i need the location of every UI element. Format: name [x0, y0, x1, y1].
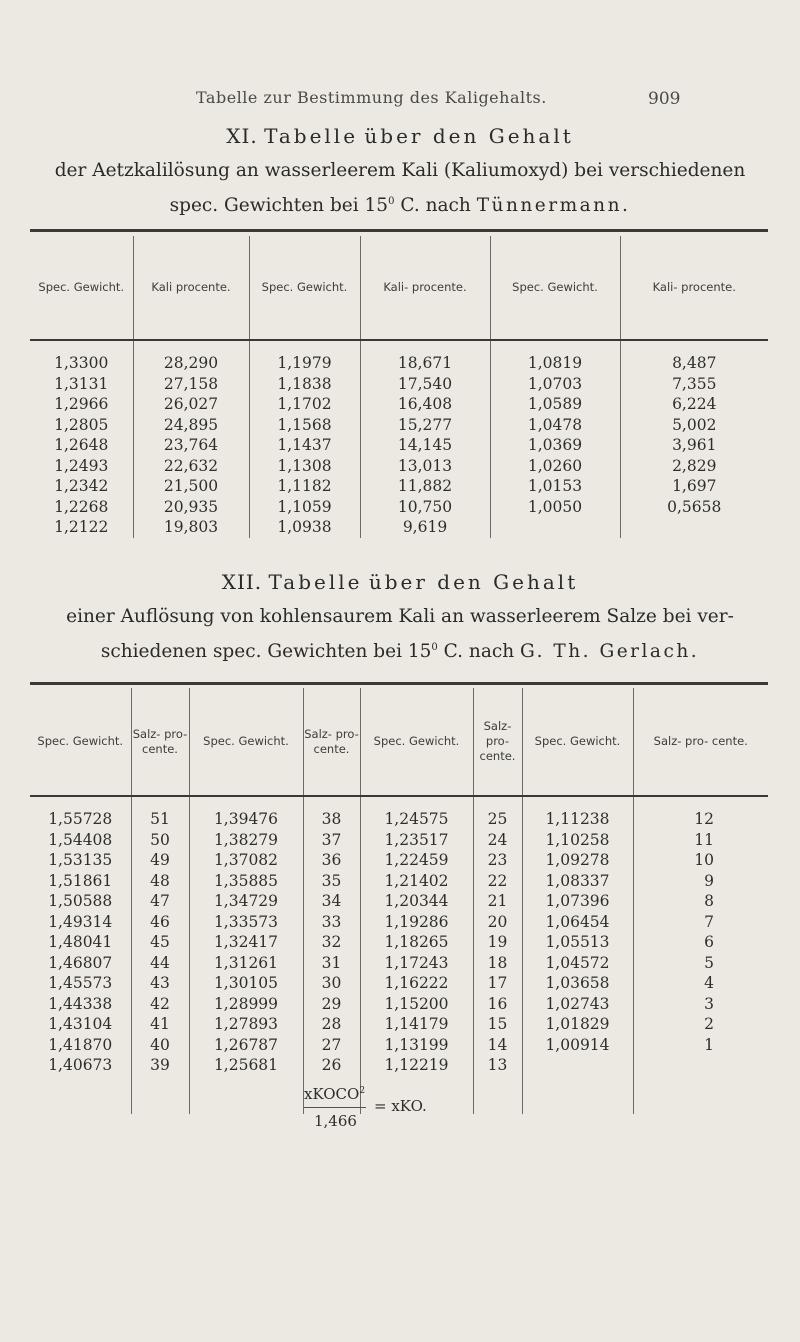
- table-12-cell: 14: [487, 1035, 508, 1054]
- table-12-header: Spec. Gewicht.: [30, 688, 131, 796]
- table-12-cell: 21: [487, 892, 508, 910]
- table-12-header-row: [30, 688, 768, 796]
- table-12-cell: 38: [321, 810, 342, 828]
- table-12-cell: 10: [694, 851, 714, 869]
- table-12-cell: 19: [487, 933, 508, 951]
- table-12-cell: 43: [150, 974, 170, 992]
- table-11-cell: 1,0153: [527, 477, 583, 495]
- table-12-cell: 1,26787: [213, 1035, 279, 1054]
- table-11-cell: 1,3131: [54, 374, 109, 393]
- table-11-header: Spec. Gewicht.: [490, 236, 620, 340]
- table-12-cell: 28: [321, 1015, 342, 1033]
- table-11-cell: 1,2122: [54, 518, 109, 536]
- table-12-cell: 1,04572: [545, 953, 610, 972]
- table-12-cell: 42: [150, 994, 170, 1013]
- table-12-cell: 1,50588: [48, 892, 113, 910]
- table-11-cell: 1,697: [672, 477, 717, 495]
- table-12-cell: 35: [321, 871, 342, 890]
- degree-mark: 0: [431, 642, 438, 653]
- table-12-cell: 1,08337: [545, 871, 610, 890]
- table-12-cell: 1,09278: [545, 851, 610, 869]
- table-12-cell: 1: [704, 1035, 714, 1054]
- table-12-cell: 41: [150, 1015, 170, 1033]
- table-12-cell: 1,39476: [213, 810, 279, 828]
- table-11-column: [249, 340, 360, 538]
- table-11-header: Spec. Gewicht.: [249, 236, 360, 340]
- table-12-cell: 1,30105: [213, 974, 279, 992]
- table-12-cell: 1,23517: [384, 830, 449, 849]
- table-12-cell: 6: [704, 933, 714, 951]
- degree-mark: 0: [388, 196, 395, 207]
- table-11-cell: 17,540: [397, 374, 453, 393]
- table-11-cell: 22,632: [163, 456, 219, 475]
- table-12-cell: 37: [321, 830, 342, 849]
- table-12-header: Spec. Gewicht.: [360, 688, 473, 796]
- table-12: [30, 688, 768, 1114]
- table-11-title-rest: über den Gehalt: [364, 124, 574, 148]
- table-11-cell: 1,0589: [527, 395, 583, 413]
- table-11-cell: 1,1568: [277, 415, 332, 434]
- table-11-cell: 1,1979: [277, 354, 332, 372]
- table-12-cell: 46: [150, 912, 170, 931]
- table-12-cell: 12: [694, 810, 714, 828]
- table-11-cell: 5,002: [672, 415, 717, 434]
- table-12-cell: 1,11238: [545, 810, 610, 828]
- table-12-caption-line-1: einer Auflösung von kohlensaurem Kali an wasserleerem Salze bei ver-: [66, 606, 734, 627]
- table-12-column: [473, 796, 522, 1114]
- table-12-cell: 30: [321, 974, 342, 992]
- table-12-body: [30, 796, 768, 1114]
- table-12-cell: 1,20344: [384, 892, 449, 910]
- table-12-caption-text-2: C. nach: [437, 641, 521, 663]
- table-11-cell: 26,027: [163, 395, 219, 413]
- table-12-cell: 1,07396: [545, 892, 610, 910]
- table-11-cell: 3,961: [672, 436, 717, 454]
- table-11-column: [360, 340, 490, 538]
- table-11-cell: 15,277: [397, 415, 453, 434]
- table-12-cell: 26: [321, 1056, 342, 1074]
- table-12-cell: 1,24575: [384, 810, 449, 828]
- table-11-header-row: [30, 236, 768, 340]
- table-12-cell: 1,32417: [213, 933, 279, 951]
- table-11-caption-text: spec. Gewichten bei 15: [169, 195, 389, 217]
- table-12-cell: 20: [487, 912, 508, 931]
- table-12-cell: 1,35885: [213, 871, 279, 890]
- table-12-cell: 1,18265: [384, 933, 449, 951]
- table-11-cell: 1,2342: [54, 477, 109, 495]
- table-12-cell: 31: [321, 953, 342, 972]
- table-11-cell: 28,290: [163, 354, 219, 372]
- table-12-cell: 2: [704, 1015, 714, 1033]
- table-12-cell: 1,28999: [213, 994, 279, 1013]
- table-11-cell: 9,619: [402, 518, 448, 536]
- formula-numerator-text: xKOCO: [304, 1085, 360, 1103]
- formula-fraction-bar: [304, 1107, 366, 1108]
- table-11-title-word: Tabelle: [264, 124, 359, 148]
- table-11-caption-line-1: der Aetzkalilösung an wasserleerem Kali (Kaliumoxyd) bei verschiedenen: [54, 160, 746, 181]
- table-12-cell: 1,34729: [213, 892, 279, 910]
- table-12-column: [522, 796, 633, 1114]
- table-12-column: [131, 796, 189, 1114]
- table-11-cell: 20,935: [163, 497, 219, 516]
- table-12-cell: 24: [487, 830, 508, 849]
- table-12-cell: 47: [150, 892, 170, 910]
- table-11-caption-text-2: C. nach: [394, 195, 477, 217]
- table-11-cell: 1,0819: [527, 354, 583, 372]
- table-12-column: [30, 796, 131, 1114]
- table-12-cell: 1,12219: [384, 1056, 449, 1074]
- table-12-cell: 29: [321, 994, 342, 1013]
- table-12-cell: 4: [704, 974, 714, 992]
- table-11-cell: 7,355: [672, 374, 717, 393]
- table-11-cell: 1,1308: [277, 456, 332, 475]
- table-11-column: [133, 340, 249, 538]
- table-12-cell: 1,37082: [213, 851, 279, 869]
- table-12-cell: 48: [150, 871, 170, 890]
- table-12-cell: 22: [487, 871, 508, 890]
- table-11-header: Spec. Gewicht.: [30, 236, 133, 340]
- table-12-cell: 1,33573: [213, 912, 279, 931]
- table-12-cell: 23: [487, 851, 508, 869]
- table-12-cell: 1,45573: [48, 974, 113, 992]
- formula-result: = xKO.: [374, 1097, 427, 1115]
- table-11-column: [490, 340, 620, 538]
- table-12-cell: 1,48041: [48, 933, 113, 951]
- table-11-top-rule: [30, 229, 768, 232]
- table-12-cell: 1,51861: [48, 871, 113, 890]
- table-12-cell: 27: [321, 1035, 342, 1054]
- table-12-cell: 1,05513: [545, 933, 610, 951]
- table-11-header: Kali- procente.: [360, 236, 490, 340]
- table-12-cell: 1,02743: [545, 994, 610, 1013]
- table-12-column: [360, 796, 473, 1114]
- table-12-header: Salz- pro- cente.: [303, 688, 360, 796]
- table-12-cell: 44: [150, 953, 170, 972]
- table-12-cell: 1,44338: [48, 994, 113, 1013]
- table-11-cell: 2,829: [672, 456, 717, 475]
- table-11-cell: 13,013: [397, 456, 453, 475]
- table-12-cell: 49: [150, 851, 170, 869]
- table-12-cell: 1,25681: [213, 1056, 279, 1074]
- running-head: Tabelle zur Bestimmung des Kaligehalts.: [196, 88, 547, 107]
- table-11-cell: 1,0260: [527, 456, 583, 475]
- table-12-cell: 1,14179: [384, 1015, 449, 1033]
- table-12-cell: 1,40673: [48, 1056, 113, 1074]
- table-11-cell: 23,764: [163, 436, 219, 454]
- table-12-cell: 1,10258: [545, 830, 610, 849]
- table-11-caption-line-2: [30, 186, 770, 221]
- table-11-cell: 1,1059: [277, 497, 332, 516]
- page-number: 909: [648, 89, 681, 109]
- table-12-column: [303, 796, 360, 1114]
- table-11-cell: 16,408: [397, 395, 453, 413]
- table-11-cell: 8,487: [672, 354, 717, 372]
- table-12-cell: 8: [704, 892, 714, 910]
- table-12-cell: 33: [321, 912, 342, 931]
- table-11-cell: 1,0703: [527, 374, 583, 393]
- table-12-cell: 25: [487, 810, 508, 828]
- table-12-cell: 1,41870: [48, 1035, 113, 1054]
- formula-superscript: 2: [359, 1086, 366, 1096]
- table-12-cell: 1,13199: [384, 1035, 449, 1054]
- table-12-cell: 17: [487, 974, 508, 992]
- table-12-cell: 1,22459: [384, 851, 449, 869]
- table-11-cell: 1,0050: [527, 497, 583, 516]
- table-11-body: [30, 340, 768, 538]
- table-12-roman: XII.: [221, 570, 263, 594]
- table-12-caption-text: schiedenen spec. Gewichten bei 15: [100, 641, 432, 663]
- table-12-title-rest: über den Gehalt: [368, 570, 579, 594]
- table-12-cell: 18: [487, 953, 508, 972]
- table-12-cell: 9: [704, 871, 714, 890]
- table-11-cell: 18,671: [397, 354, 453, 372]
- table-11-cell: 1,0938: [277, 518, 332, 536]
- table-11-cell: 1,2648: [54, 436, 109, 454]
- table-12-cell: 1,38279: [213, 830, 279, 849]
- table-12-heading: [40, 570, 760, 594]
- table-12-cell: 1,21402: [384, 871, 449, 890]
- table-12-header: Salz- pro- cente.: [131, 688, 189, 796]
- table-11-cell: 24,895: [163, 415, 219, 434]
- table-12-cell: 1,00914: [545, 1035, 610, 1054]
- table-11-cell: 14,145: [397, 436, 453, 454]
- table-11-cell: 11,882: [397, 477, 453, 495]
- table-12-cell: 16: [487, 994, 508, 1013]
- table-12-cell: 11: [694, 830, 714, 849]
- table-12-caption-line-2: [30, 632, 770, 667]
- table-12-header: Spec. Gewicht.: [189, 688, 303, 796]
- table-12-cell: 34: [321, 892, 342, 910]
- table-11-cell: 27,158: [163, 374, 219, 393]
- table-12-cell: 1,19286: [384, 912, 449, 931]
- table-11-cell: 1,3300: [54, 354, 109, 372]
- table-12-cell: 1,53135: [48, 851, 113, 869]
- table-11-cell: 1,1838: [277, 374, 332, 393]
- conversion-formula: [304, 1085, 444, 1133]
- table-12-cell: 3: [704, 994, 714, 1013]
- table-12-cell: 1,01829: [545, 1015, 610, 1033]
- table-12-header: Spec. Gewicht.: [522, 688, 633, 796]
- table-12-cell: 7: [704, 912, 714, 931]
- table-11-column: [620, 340, 768, 538]
- table-12-cell: 1,16222: [384, 974, 449, 992]
- table-12-cell: 1,54408: [48, 830, 113, 849]
- table-12-title-word: Tabelle: [268, 570, 363, 594]
- table-12-cell: 1,46807: [48, 953, 113, 972]
- table-11-cell: 1,1182: [277, 477, 332, 495]
- table-12-top-rule: [30, 682, 768, 685]
- table-11-cell: 1,2268: [54, 497, 109, 516]
- table-11-cell: 1,2493: [54, 456, 109, 475]
- table-11-cell: 0,5658: [667, 497, 722, 516]
- table-12-cell: 1,15200: [384, 994, 449, 1013]
- table-12-cell: 1,17243: [384, 953, 449, 972]
- table-12-cell: 36: [321, 851, 342, 869]
- table-11-cell: 1,0369: [527, 436, 583, 454]
- table-12-caption: [30, 601, 770, 667]
- table-11-cell: 19,803: [163, 518, 219, 536]
- table-12-cell: 13: [487, 1056, 508, 1074]
- table-12-header: Salz- pro- cente.: [473, 688, 522, 796]
- table-12-cell: 1,06454: [545, 912, 610, 931]
- table-11-roman: XI.: [226, 124, 258, 148]
- table-12-author: G. Th. Gerlach.: [520, 641, 700, 663]
- table-11-cell: 1,2966: [54, 395, 109, 413]
- table-12-cell: 5: [704, 953, 714, 972]
- table-12-cell: 1,43104: [48, 1015, 113, 1033]
- table-12-cell: 32: [321, 933, 342, 951]
- table-12-cell: 45: [150, 933, 170, 951]
- table-12-column: [189, 796, 303, 1114]
- table-12-cell: 1,27893: [213, 1015, 279, 1033]
- table-12-cell: 1,49314: [48, 912, 113, 931]
- table-12-cell: 50: [150, 830, 170, 849]
- table-12-cell: 40: [150, 1035, 170, 1054]
- table-12-column: [633, 796, 768, 1114]
- table-12-cell: 51: [150, 810, 170, 828]
- table-11-cell: 6,224: [672, 395, 717, 413]
- table-11-column: [30, 340, 133, 538]
- table-11-header: Kali procente.: [133, 236, 249, 340]
- table-12-cell: 1,31261: [213, 953, 279, 972]
- table-12-cell: 1,03658: [545, 974, 610, 992]
- table-11-author: Tünnermann.: [476, 195, 631, 217]
- table-11-cell: 1,1437: [277, 436, 332, 454]
- table-11-caption: [30, 155, 770, 221]
- table-12-cell: 39: [150, 1056, 170, 1074]
- table-11-cell: 1,1702: [277, 395, 332, 413]
- table-11-cell: 21,500: [163, 477, 219, 495]
- table-11-cell: 1,2805: [54, 415, 109, 434]
- table-11-cell: 1,0478: [527, 415, 583, 434]
- table-12-cell: 15: [487, 1015, 508, 1033]
- table-11-heading: [40, 124, 760, 148]
- table-12-header: Salz- pro- cente.: [633, 688, 768, 796]
- formula-numerator: [304, 1085, 365, 1103]
- table-12-cell: 1,55728: [48, 810, 113, 828]
- table-11: [30, 236, 768, 538]
- table-11-cell: 10,750: [397, 497, 453, 516]
- table-11-header: Kali- procente.: [620, 236, 768, 340]
- formula-denominator: 1,466: [314, 1112, 357, 1130]
